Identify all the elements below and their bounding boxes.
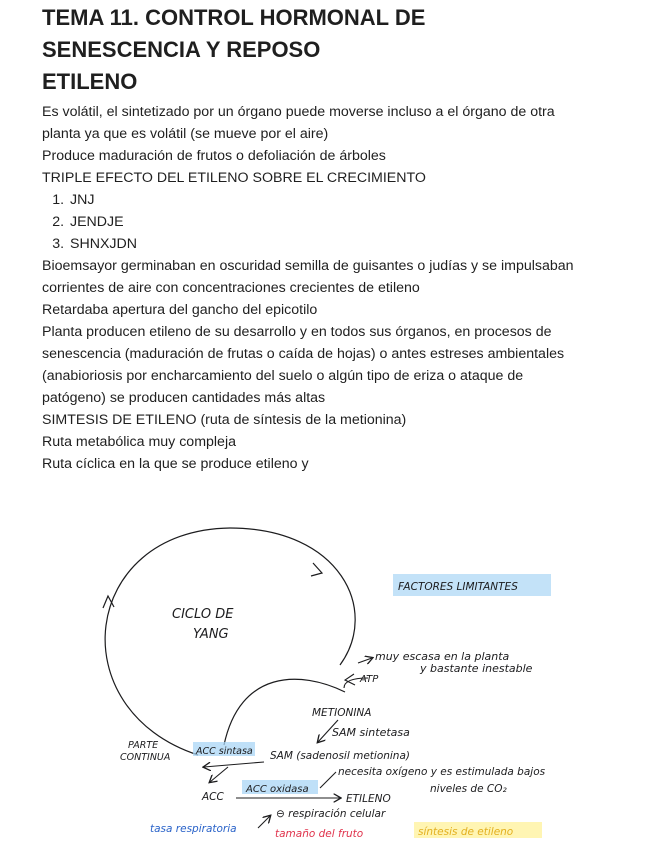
- necesita-line-1: necesita oxígeno y es estimulada bajos: [338, 766, 546, 778]
- paragraph: Ruta cíclica en la que se produce etileno y: [42, 456, 309, 472]
- paragraph: Retardaba apertura del gancho del epicotilo: [42, 302, 318, 318]
- arrow-icon: [258, 816, 270, 828]
- etileno-label: ETILENO: [346, 793, 391, 805]
- factores-label: FACTORES LIMITANTES: [398, 581, 518, 593]
- title-line-1: TEMA 11. CONTROL HORMONAL DE: [42, 5, 426, 30]
- respiracion-label: ⊖ respiración celular: [276, 808, 386, 820]
- paragraph: corrientes de aire con concentraciones crecientes de etileno: [42, 280, 420, 296]
- tamano-label: tamaño del fruto: [275, 828, 364, 840]
- list-item: 3. SHNXJDN: [68, 233, 632, 255]
- acc-label: ACC: [202, 791, 224, 803]
- page-title: [42, 2, 632, 98]
- cycle-label-2: YANG: [193, 627, 229, 642]
- arrow-head-icon: [311, 563, 322, 576]
- numbered-list: [42, 189, 632, 255]
- atp-label: ATP: [360, 674, 379, 685]
- paragraph: Es volátil, el sintetizado por un órgano puede moverse incluso a el órgano de otra: [42, 104, 555, 120]
- paragraph: Planta producen etileno de su desarrollo y en todos sus órganos, en procesos de: [42, 324, 552, 340]
- acc-oxidasa-label: ACC oxidasa: [246, 784, 309, 795]
- cycle-label-1: CICLO DE: [172, 607, 234, 622]
- paragraph: senescencia (maduración de frutas o caída de hojas) o antes estreses ambientales: [42, 346, 565, 362]
- paragraph: SIMTESIS DE ETILENO (ruta de síntesis de la metionina): [42, 412, 407, 428]
- arrow-icon: [358, 658, 372, 663]
- parte-label-2: CONTINUA: [120, 752, 171, 763]
- connector-line: [320, 772, 336, 788]
- list-item: 1. JNJ: [68, 189, 632, 211]
- title-line-2: SENESCENCIA Y REPOSO: [42, 37, 321, 62]
- title-line-3: ETILENO: [42, 69, 138, 94]
- sam-label: SAM (sadenosil metionina): [270, 750, 410, 762]
- arrow-icon: [210, 767, 228, 782]
- metionina-label: METIONINA: [312, 707, 372, 719]
- tasa-label: tasa respiratoria: [150, 823, 237, 835]
- paragraph: patógeno) se producen cantidades más altas: [42, 390, 326, 406]
- muy-escasa-line-1: muy escasa en la planta: [375, 650, 510, 663]
- list-item: 2. JENDJE: [68, 211, 632, 233]
- sam-sintetasa-label: SAM sintetasa: [332, 726, 410, 739]
- cycle-arc: [105, 528, 355, 755]
- paragraph: planta ya que es volátil (se mueve por el aire): [42, 126, 329, 142]
- arrow-head-icon: [103, 596, 114, 608]
- acc-sintasa-label: ACC sintasa: [196, 746, 253, 757]
- paragraph: (anabioriosis por encharcamiento del suelo o algún tipo de eriza o ataque de: [42, 368, 524, 384]
- paragraph: Ruta metabólica muy compleja: [42, 434, 236, 450]
- sintesis-label: síntesis de etileno: [418, 826, 514, 838]
- arrow-icon: [204, 762, 264, 767]
- muy-escasa-line-2: y bastante inestable: [420, 662, 533, 675]
- necesita-line-2: niveles de CO₂: [430, 783, 507, 795]
- note-body: [42, 101, 632, 475]
- parte-label-1: PARTE: [128, 740, 159, 751]
- yang-cycle-diagram: [0, 510, 647, 848]
- paragraph: Produce maduración de frutos o defoliación de árboles: [42, 148, 386, 164]
- paragraph: Bioemsayor germinaban en oscuridad semilla de guisantes o judías y se impulsaban: [42, 258, 574, 274]
- paragraph: TRIPLE EFECTO DEL ETILENO SOBRE EL CRECIMIENTO: [42, 170, 426, 186]
